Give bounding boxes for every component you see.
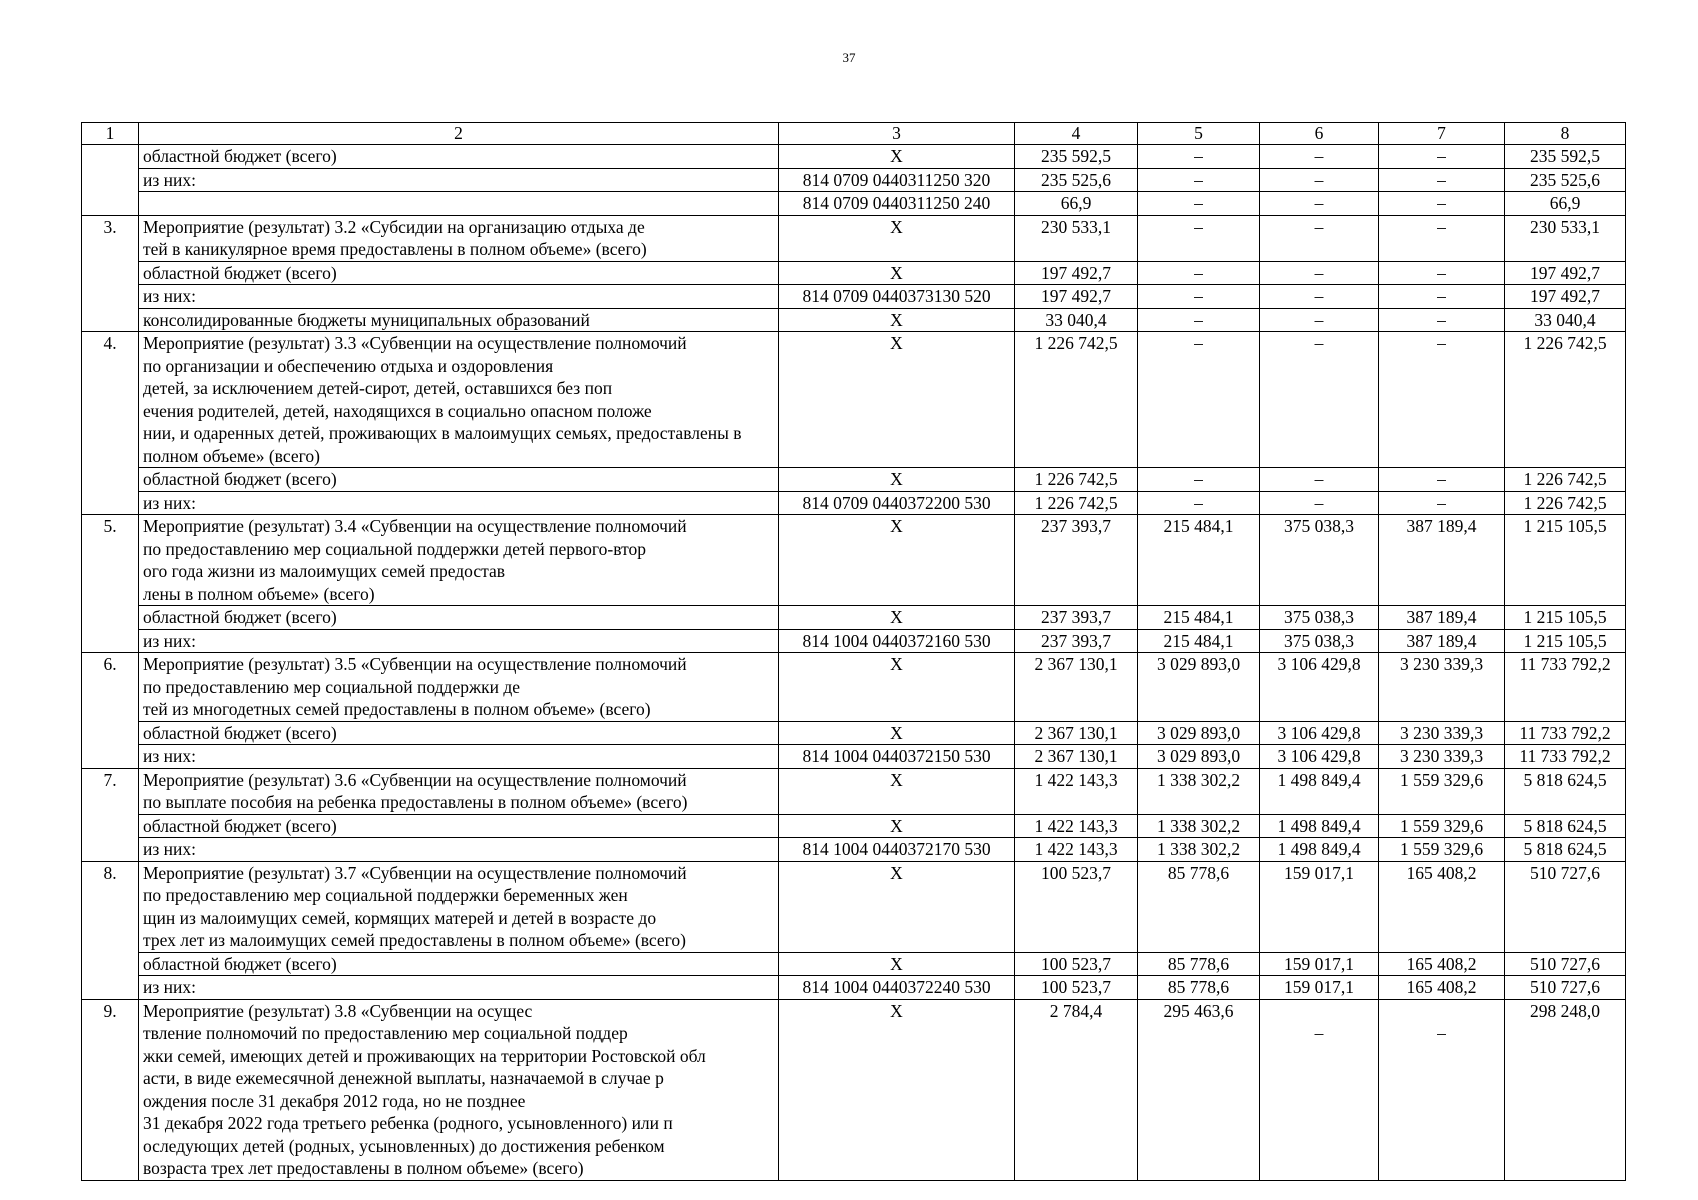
amount-cell: 5 818 624,5 [1505, 838, 1626, 862]
budget-code: 814 0709 0440372200 530 [779, 491, 1015, 515]
amount-cell: – [1138, 168, 1260, 192]
row-description: консолидированные бюджеты муниципальных образований [139, 308, 779, 332]
row-description: Мероприятие (результат) 3.5 «Субвенции на осуществление полномочий по предоставлению мер социальной поддержки де тей из многодетных семей предоставлены в полном объеме» (всего) [139, 653, 779, 722]
amount-cell: 235 525,6 [1015, 168, 1138, 192]
budget-code: 814 0709 0440373130 520 [779, 285, 1015, 309]
amount-cell: – [1138, 332, 1260, 468]
amount-cell: 197 492,7 [1015, 261, 1138, 285]
budget-code: X [779, 468, 1015, 492]
row-description: Мероприятие (результат) 3.7 «Субвенции на осуществление полномочий по предоставлению мер социальной поддержки беременных жен щин из малоимущих семей, кормящих матерей и детей в возрасте до трех лет из малоимущих семей предоставлены в полном объеме» (всего) [139, 861, 779, 952]
amount-cell: 387 189,4 [1379, 606, 1505, 630]
amount-cell: – [1379, 192, 1505, 216]
amount-cell: 11 733 792,2 [1505, 721, 1626, 745]
table-row [82, 261, 1626, 285]
amount-cell: 3 029 893,0 [1138, 745, 1260, 769]
amount-cell: 295 463,6 [1138, 999, 1260, 1180]
amount-cell: 510 727,6 [1505, 952, 1626, 976]
amount-cell: 215 484,1 [1138, 606, 1260, 630]
amount-cell: 100 523,7 [1015, 976, 1138, 1000]
table-row [82, 491, 1626, 515]
amount-cell: 2 367 130,1 [1015, 653, 1138, 722]
amount-cell: 165 408,2 [1379, 861, 1505, 952]
amount-cell: 230 533,1 [1015, 215, 1138, 261]
row-number: 6. [82, 653, 139, 769]
amount-cell: – [1138, 491, 1260, 515]
amount-cell: 100 523,7 [1015, 861, 1138, 952]
amount-cell: 1 215 105,5 [1505, 629, 1626, 653]
amount-cell: – [1379, 999, 1505, 1180]
table-row [82, 838, 1626, 862]
amount-cell: 1 338 302,2 [1138, 838, 1260, 862]
amount-cell: 1 338 302,2 [1138, 768, 1260, 814]
amount-cell: 387 189,4 [1379, 629, 1505, 653]
amount-cell: – [1260, 308, 1379, 332]
table-row [82, 332, 1626, 468]
amount-cell: 215 484,1 [1138, 515, 1260, 606]
budget-code: 814 1004 0440372240 530 [779, 976, 1015, 1000]
amount-cell: 66,9 [1015, 192, 1138, 216]
amount-cell: 215 484,1 [1138, 629, 1260, 653]
amount-cell: 510 727,6 [1505, 976, 1626, 1000]
amount-cell: 3 029 893,0 [1138, 653, 1260, 722]
amount-cell: 1 422 143,3 [1015, 768, 1138, 814]
table-row [82, 308, 1626, 332]
budget-code: X [779, 308, 1015, 332]
amount-cell: – [1138, 308, 1260, 332]
amount-cell: 197 492,7 [1015, 285, 1138, 309]
amount-cell: 3 230 339,3 [1379, 745, 1505, 769]
amount-cell: 230 533,1 [1505, 215, 1626, 261]
budget-code: X [779, 952, 1015, 976]
table-row [82, 168, 1626, 192]
amount-cell: 33 040,4 [1015, 308, 1138, 332]
amount-cell: 375 038,3 [1260, 629, 1379, 653]
amount-cell: 100 523,7 [1015, 952, 1138, 976]
header-row [82, 123, 1626, 145]
amount-cell: 1 498 849,4 [1260, 814, 1379, 838]
row-description: из них: [139, 976, 779, 1000]
row-description: из них: [139, 745, 779, 769]
header-cell: 2 [139, 123, 779, 145]
amount-cell: 159 017,1 [1260, 952, 1379, 976]
row-description: областной бюджет (всего) [139, 468, 779, 492]
amount-cell: 197 492,7 [1505, 261, 1626, 285]
amount-cell: – [1379, 215, 1505, 261]
row-number: 3. [82, 215, 139, 332]
amount-cell: 235 592,5 [1505, 145, 1626, 169]
header-cell: 1 [82, 123, 139, 145]
table-row [82, 468, 1626, 492]
amount-cell: – [1379, 491, 1505, 515]
table-row [82, 145, 1626, 169]
table-row [82, 192, 1626, 216]
amount-cell: – [1138, 261, 1260, 285]
amount-cell: 387 189,4 [1379, 515, 1505, 606]
amount-cell: 3 230 339,3 [1379, 653, 1505, 722]
row-number: 4. [82, 332, 139, 515]
amount-cell: 1 226 742,5 [1505, 332, 1626, 468]
table-row [82, 745, 1626, 769]
row-description: областной бюджет (всего) [139, 814, 779, 838]
amount-cell: 375 038,3 [1260, 606, 1379, 630]
amount-cell: 1 226 742,5 [1505, 468, 1626, 492]
row-description: из них: [139, 629, 779, 653]
amount-cell: 237 393,7 [1015, 606, 1138, 630]
row-description: из них: [139, 168, 779, 192]
amount-cell: 85 778,6 [1138, 952, 1260, 976]
budget-code: X [779, 515, 1015, 606]
row-number: 5. [82, 515, 139, 653]
amount-cell: 11 733 792,2 [1505, 653, 1626, 722]
budget-code: X [779, 999, 1015, 1180]
amount-cell: 510 727,6 [1505, 861, 1626, 952]
table-row [82, 629, 1626, 653]
budget-code: 814 1004 0440372170 530 [779, 838, 1015, 862]
header-cell: 3 [779, 123, 1015, 145]
amount-cell: 235 592,5 [1015, 145, 1138, 169]
budget-code: X [779, 721, 1015, 745]
table-row [82, 721, 1626, 745]
amount-cell: 1 226 742,5 [1015, 468, 1138, 492]
amount-cell: – [1260, 332, 1379, 468]
amount-cell: 2 784,4 [1015, 999, 1138, 1180]
header-cell: 4 [1015, 123, 1138, 145]
row-description: областной бюджет (всего) [139, 952, 779, 976]
amount-cell: 3 106 429,8 [1260, 745, 1379, 769]
amount-cell: – [1260, 999, 1379, 1180]
amount-cell: 1 226 742,5 [1015, 332, 1138, 468]
row-number: 9. [82, 999, 139, 1180]
amount-cell: – [1138, 285, 1260, 309]
amount-cell: 1 215 105,5 [1505, 606, 1626, 630]
header-cell: 6 [1260, 123, 1379, 145]
table-row [82, 768, 1626, 814]
row-description: Мероприятие (результат) 3.2 «Субсидии на организацию отдыха де тей в каникулярное время предоставлены в полном объеме» (всего) [139, 215, 779, 261]
page-number: 37 [842, 50, 856, 65]
row-description: из них: [139, 285, 779, 309]
amount-cell: 5 818 624,5 [1505, 814, 1626, 838]
budget-code: X [779, 768, 1015, 814]
amount-cell: 235 525,6 [1505, 168, 1626, 192]
amount-cell: 1 559 329,6 [1379, 814, 1505, 838]
amount-cell: – [1260, 192, 1379, 216]
row-description: областной бюджет (всего) [139, 145, 779, 169]
table-row [82, 814, 1626, 838]
budget-code: X [779, 145, 1015, 169]
amount-cell: – [1379, 261, 1505, 285]
amount-cell: 1 498 849,4 [1260, 768, 1379, 814]
amount-cell: 1 559 329,6 [1379, 838, 1505, 862]
amount-cell: 11 733 792,2 [1505, 745, 1626, 769]
header-cell: 7 [1379, 123, 1505, 145]
amount-cell: 298 248,0 [1505, 999, 1626, 1180]
amount-cell: – [1138, 145, 1260, 169]
amount-cell: – [1379, 468, 1505, 492]
amount-cell: 3 106 429,8 [1260, 721, 1379, 745]
amount-cell: 1 422 143,3 [1015, 838, 1138, 862]
row-description: Мероприятие (результат) 3.6 «Субвенции на осуществление полномочий по выплате пособия на ребенка предоставлены в полном объеме» (всего) [139, 768, 779, 814]
amount-cell: 3 029 893,0 [1138, 721, 1260, 745]
row-description [139, 192, 779, 216]
amount-cell: – [1379, 168, 1505, 192]
amount-cell: 66,9 [1505, 192, 1626, 216]
budget-code: 814 1004 0440372150 530 [779, 745, 1015, 769]
amount-cell: 197 492,7 [1505, 285, 1626, 309]
amount-cell: 375 038,3 [1260, 515, 1379, 606]
budget-code: X [779, 332, 1015, 468]
table-row [82, 653, 1626, 722]
amount-cell: 1 422 143,3 [1015, 814, 1138, 838]
amount-cell: 2 367 130,1 [1015, 745, 1138, 769]
table-row [82, 285, 1626, 309]
budget-code: X [779, 861, 1015, 952]
budget-code: 814 0709 0440311250 240 [779, 192, 1015, 216]
table-row [82, 215, 1626, 261]
amount-cell: 159 017,1 [1260, 976, 1379, 1000]
table-row [82, 976, 1626, 1000]
amount-cell: – [1138, 192, 1260, 216]
amount-cell: 1 226 742,5 [1505, 491, 1626, 515]
amount-cell: 2 367 130,1 [1015, 721, 1138, 745]
row-description: из них: [139, 491, 779, 515]
amount-cell: 33 040,4 [1505, 308, 1626, 332]
amount-cell: – [1138, 215, 1260, 261]
amount-cell: – [1379, 285, 1505, 309]
row-description: из них: [139, 838, 779, 862]
header-cell: 8 [1505, 123, 1626, 145]
amount-cell: – [1379, 145, 1505, 169]
amount-cell: 5 818 624,5 [1505, 768, 1626, 814]
amount-cell: 85 778,6 [1138, 861, 1260, 952]
amount-cell: – [1260, 491, 1379, 515]
table-row [82, 952, 1626, 976]
header-cell: 5 [1138, 123, 1260, 145]
table-row [82, 999, 1626, 1180]
amount-cell: 237 393,7 [1015, 515, 1138, 606]
budget-code: X [779, 814, 1015, 838]
budget-code: X [779, 261, 1015, 285]
amount-cell: – [1138, 468, 1260, 492]
amount-cell: 1 498 849,4 [1260, 838, 1379, 862]
amount-cell: 165 408,2 [1379, 952, 1505, 976]
row-number [82, 145, 139, 216]
amount-cell: 1 559 329,6 [1379, 768, 1505, 814]
amount-cell: – [1379, 308, 1505, 332]
row-description: областной бюджет (всего) [139, 606, 779, 630]
amount-cell: – [1260, 285, 1379, 309]
amount-cell: 159 017,1 [1260, 861, 1379, 952]
amount-cell: 85 778,6 [1138, 976, 1260, 1000]
row-description: областной бюджет (всего) [139, 721, 779, 745]
amount-cell: 237 393,7 [1015, 629, 1138, 653]
table-row [82, 861, 1626, 952]
amount-cell: – [1379, 332, 1505, 468]
amount-cell: 1 215 105,5 [1505, 515, 1626, 606]
amount-cell: 3 230 339,3 [1379, 721, 1505, 745]
row-description: Мероприятие (результат) 3.3 «Субвенции на осуществление полномочий по организации и обеспечению отдыха и оздоровления детей, за исключением детей-сирот, детей, оставшихся без поп ечения родителей, детей, находящихся в социально опасном положе нии, и одаренных детей, проживающих в малоимущих семьях, предоставлены в полном объеме» (всего) [139, 332, 779, 468]
row-number: 8. [82, 861, 139, 999]
row-description: областной бюджет (всего) [139, 261, 779, 285]
table-row [82, 606, 1626, 630]
amount-cell: – [1260, 215, 1379, 261]
amount-cell: 1 226 742,5 [1015, 491, 1138, 515]
budget-code: 814 0709 0440311250 320 [779, 168, 1015, 192]
budget-table [81, 122, 1626, 1181]
amount-cell: 165 408,2 [1379, 976, 1505, 1000]
amount-cell: 3 106 429,8 [1260, 653, 1379, 722]
row-description: Мероприятие (результат) 3.4 «Субвенции на осуществление полномочий по предоставлению мер социальной поддержки детей первого-втор ого года жизни из малоимущих семей предостав лены в полном объеме» (всего) [139, 515, 779, 606]
amount-cell: – [1260, 468, 1379, 492]
budget-code: X [779, 606, 1015, 630]
amount-cell: – [1260, 145, 1379, 169]
amount-cell: – [1260, 261, 1379, 285]
amount-cell: – [1260, 168, 1379, 192]
amount-cell: 1 338 302,2 [1138, 814, 1260, 838]
budget-code: X [779, 653, 1015, 722]
row-number: 7. [82, 768, 139, 861]
table-row [82, 515, 1626, 606]
budget-code: X [779, 215, 1015, 261]
row-description: Мероприятие (результат) 3.8 «Субвенции на осущес твление полномочий по предоставлению мер социальной поддер жки семей, имеющих детей и проживающих на территории Ростовской обл асти, в виде ежемесячной денежной выплаты, назначаемой в случае р ождения после 31 декабря 2012 года, но не позднее 31 декабря 2022 года третьего ребенка (родного, усыновленного) или п оследующих детей (родных, усыновленных) до достижения ребенком возраста трех лет предоставлены в полном объеме» (всего) [139, 999, 779, 1180]
budget-code: 814 1004 0440372160 530 [779, 629, 1015, 653]
